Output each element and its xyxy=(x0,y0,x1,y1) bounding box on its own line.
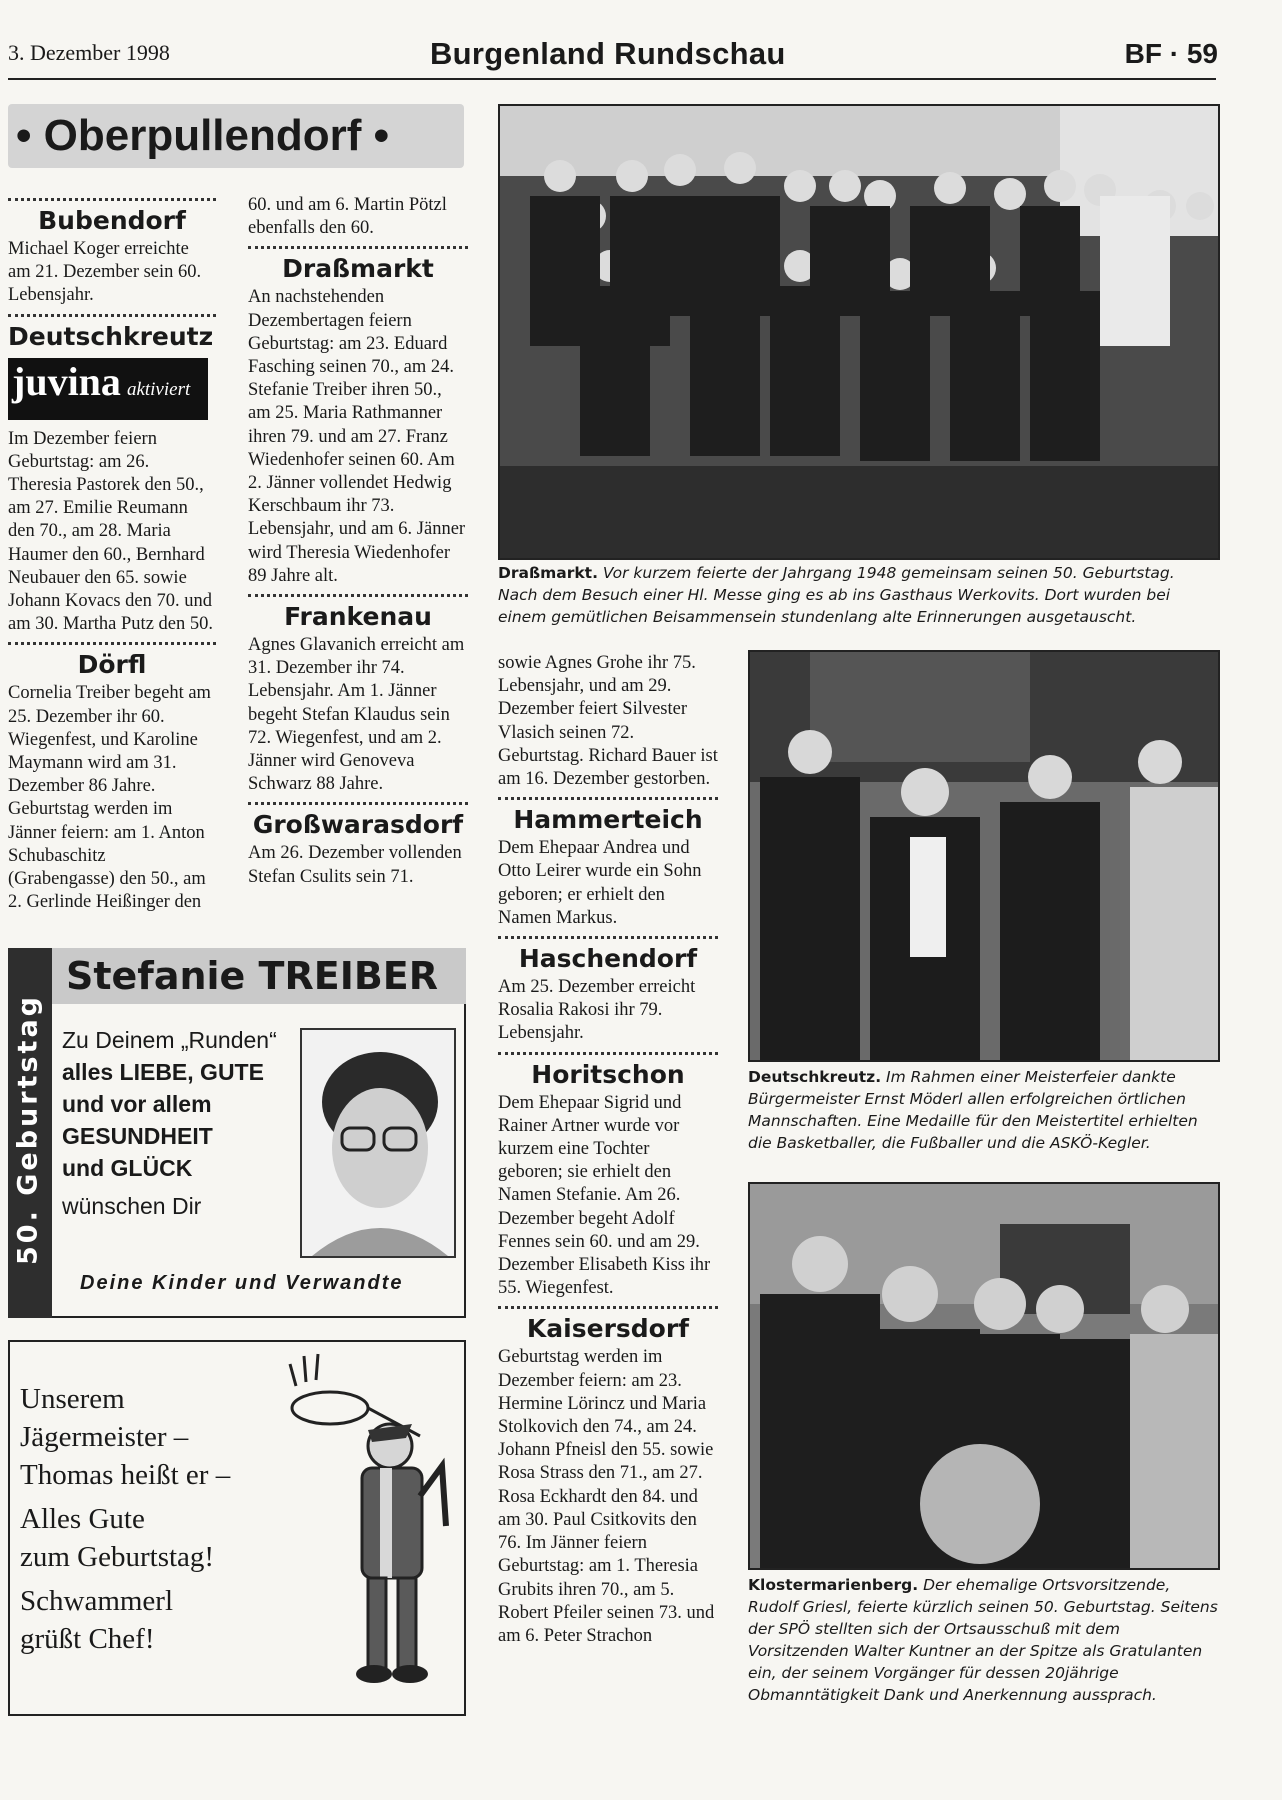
caption-text: Der ehemalige Ortsvorsitzende, Rudolf Griesl, feierte kürzlich seinen 50. Geburtstag. Seitens der SPÖ stellten sich der Ortsausschuß mit dem Vorsitzenden Walter Kuntner an der Spitze als Gratulanten ein, der seinem Vorgänger für dessen 20jährige Obmanntätigkeit Dank und Anerkennung aussprach. xyxy=(748,1576,1218,1704)
text-kaisersdorf: Geburtstag werden im Dezember feiern: am 23. Hermine Lörincz und Maria Stolkovich den 74., am 24. Johann Pfneisl den 55. sowie Rosa Strass den 71., am 27. Rosa Eckhardt den 84. und am 30. Paul Csitkovits den 76. Im Jänner feiern Geburtstag: am 1. Theresia Grubits ihren 70., am 5. Robert Pfeiler seinen 73. und am 6. Peter Strachon xyxy=(498,1347,715,1646)
divider xyxy=(8,642,216,645)
jaeger-line: Jägermeister – xyxy=(20,1421,189,1453)
birthday-ad-sidebar xyxy=(8,948,52,1318)
birthday-line: GESUNDHEIT xyxy=(62,1123,213,1149)
jaeger-line: grüßt Chef! xyxy=(20,1623,155,1655)
jaeger-line: zum Geburtstag! xyxy=(20,1541,215,1573)
header-rule xyxy=(8,78,1216,80)
page-number: BF · 59 xyxy=(1124,38,1218,69)
hunter-illustration xyxy=(270,1346,450,1698)
caption-klostermarienberg xyxy=(748,1574,1218,1706)
group-photo-image xyxy=(500,106,1218,558)
divider xyxy=(498,1306,718,1309)
photo-deutschkreutz xyxy=(748,650,1220,1062)
birthday-ad-side-text: 50. Geburtstag xyxy=(12,994,44,1265)
heading-drassmarkt: Draßmarkt xyxy=(282,254,434,284)
divider xyxy=(8,314,216,317)
caption-deutschkreutz xyxy=(748,1066,1218,1154)
divider xyxy=(248,246,468,249)
heading-frankenau: Frankenau xyxy=(284,602,432,632)
text-hammerteich: Dem Ehepaar Andrea und Otto Leirer wurde ein Sohn geboren; er erhielt den Namen Markus. xyxy=(498,838,702,928)
heading-doerfl: Dörfl xyxy=(77,650,147,680)
caption-lead: Klostermarienberg. xyxy=(748,1576,919,1594)
jaegermeister-text xyxy=(20,1380,280,1658)
caption-text: Vor kurzem feierte der Jahrgang 1948 gemeinsam seinen 50. Geburtstag. Nach dem Besuch einer Hl. Messe ging es ab ins Gasthaus Werkovits. Dort wurden bei einem gemütlichen Beisammensein stundenlang alte Erinnerungen ausgetauscht. xyxy=(498,564,1175,626)
text-deutschkreutz: Im Dezember feiern Geburtstag: am 26. Theresia Pastorek den 50., am 27. Emilie Reumann den 70., am 28. Maria Haumer den 60., Bernhard Neubauer den 65. sowie Johann Kovacs den 70. und am 30. Martha Putz den 50. xyxy=(8,428,213,635)
photo-klostermarienberg xyxy=(748,1182,1220,1570)
text-bubendorf: Michael Koger erreichte am 21. Dezember sein 60. Lebensjahr. xyxy=(8,239,202,306)
column-3 xyxy=(498,652,718,1648)
meisterfeier-photo-image xyxy=(750,652,1218,1060)
jaeger-line: Schwammerl xyxy=(20,1585,174,1617)
birthday-ad-text xyxy=(62,1024,302,1222)
photo-drassmarkt-group xyxy=(498,104,1220,560)
juvina-logo-text: juvina xyxy=(12,358,121,404)
birthday-line: alles LIEBE, GUTE xyxy=(62,1059,264,1085)
text-doerfl: Cornelia Treiber begeht am 25. Dezember ihr 60. Wiegenfest, und Karoline Maymann wird am 31. Dezember 86 Jahre. Geburtstag werden im Jänner feiern: am 1. Anton Schubaschitz (Grabengasse) den 50., am 2. Gerlinde Heißinger den xyxy=(8,683,211,913)
divider xyxy=(498,936,718,939)
text-drassmarkt: An nachstehenden Dezembertagen feiern Geburtstag: am 23. Eduard Fasching seinen 70., am 24. Stefanie Treiber ihren 50., am 25. Maria Rathmanner ihren 79. und am 27. Franz Wiedenhofer seinen 60. Am 2. Jänner vollendet Hedwig Kerschbaum ihr 73. Lebensjahr, und am 6. Jänner wird Theresia Wiedenhofer 89 Jahre alt. xyxy=(248,287,466,586)
newspaper-title: Burgenland Rundschau xyxy=(430,36,786,71)
text-continued-2: sowie Agnes Grohe ihr 75. Lebensjahr, und am 29. Dezember feiert Silvester Vlasich seinen 72. Geburtstag. Richard Bauer ist am 16. Dezember gestorben. xyxy=(498,653,718,790)
birthday-line: und GLÜCK xyxy=(62,1155,193,1181)
juvina-ad xyxy=(8,358,208,420)
divider xyxy=(8,198,216,201)
heading-deutschkreutz: Deutschkreutz xyxy=(8,321,214,351)
juvina-tagline: aktiviert xyxy=(126,378,191,400)
divider xyxy=(248,594,468,597)
heading-grosswarasdorf: Großwarasdorf xyxy=(252,810,464,840)
column-2 xyxy=(248,194,468,889)
issue-date: 3. Dezember 1998 xyxy=(8,40,170,65)
text-continued-1: 60. und am 6. Martin Pötzl ebenfalls den 60. xyxy=(248,195,447,239)
heading-kaisersdorf: Kaisersdorf xyxy=(526,1314,690,1344)
jaeger-line: Thomas heißt er – xyxy=(20,1459,231,1491)
birthday-line: Zu Deinem „Runden“ xyxy=(62,1027,277,1053)
text-grosswarasdorf: Am 26. Dezember vollenden Stefan Csulits sein 71. xyxy=(248,843,462,887)
gratulation-photo-image xyxy=(750,1184,1218,1568)
birthday-ad-name: Stefanie TREIBER xyxy=(52,948,466,1004)
heading-haschendorf: Haschendorf xyxy=(518,944,698,974)
caption-lead: Draßmarkt. xyxy=(498,564,598,582)
jaeger-line: Alles Gute xyxy=(20,1503,145,1535)
birthday-line: und vor allem xyxy=(62,1091,212,1117)
caption-drassmarkt xyxy=(498,562,1216,628)
birthday-line: wünschen Dir xyxy=(62,1193,202,1219)
divider xyxy=(498,797,718,800)
hunter-horn-icon xyxy=(270,1346,450,1698)
birthday-portrait xyxy=(300,1028,456,1258)
jaeger-line: Unserem xyxy=(20,1383,125,1415)
column-1 xyxy=(8,192,216,914)
text-frankenau: Agnes Glavanich erreicht am 31. Dezember ihr 74. Lebensjahr. Am 1. Jänner begeht Stefan Klaudus sein 72. Wiegenfest, und am 2. Jänner wird Genoveva Schwarz 88 Jahre. xyxy=(248,635,465,795)
heading-hammerteich: Hammerteich xyxy=(513,805,703,835)
birthday-signature: Deine Kinder und Verwandte xyxy=(80,1272,404,1294)
text-haschendorf: Am 25. Dezember erreicht Rosalia Rakosi ihr 79. Lebensjahr. xyxy=(498,977,696,1044)
section-banner: • Oberpullendorf • xyxy=(8,104,464,168)
text-horitschon: Dem Ehepaar Sigrid und Rainer Artner wurde vor kurzem eine Tochter geboren; sie erhielt den Namen Stefanie. Am 26. Dezember begeht Adolf Fennes sein 60. und am 29. Dezember Elisabeth Kiss ihr 55. Wiegenfest. xyxy=(498,1092,711,1299)
heading-horitschon: Horitschon xyxy=(531,1059,685,1089)
portrait-image xyxy=(302,1030,454,1256)
caption-lead: Deutschkreutz. xyxy=(748,1068,882,1086)
caption-text: Im Rahmen einer Meisterfeier dankte Bürgermeister Ernst Möderl allen erfolgreichen örtlichen Mannschaften. Eine Medaille für den Meistertitel erhielten die Basketballer, die Fußballer und die ASKÖ-Kegler. xyxy=(748,1068,1198,1152)
divider xyxy=(248,802,468,805)
divider xyxy=(498,1052,718,1055)
heading-bubendorf: Bubendorf xyxy=(38,206,186,235)
